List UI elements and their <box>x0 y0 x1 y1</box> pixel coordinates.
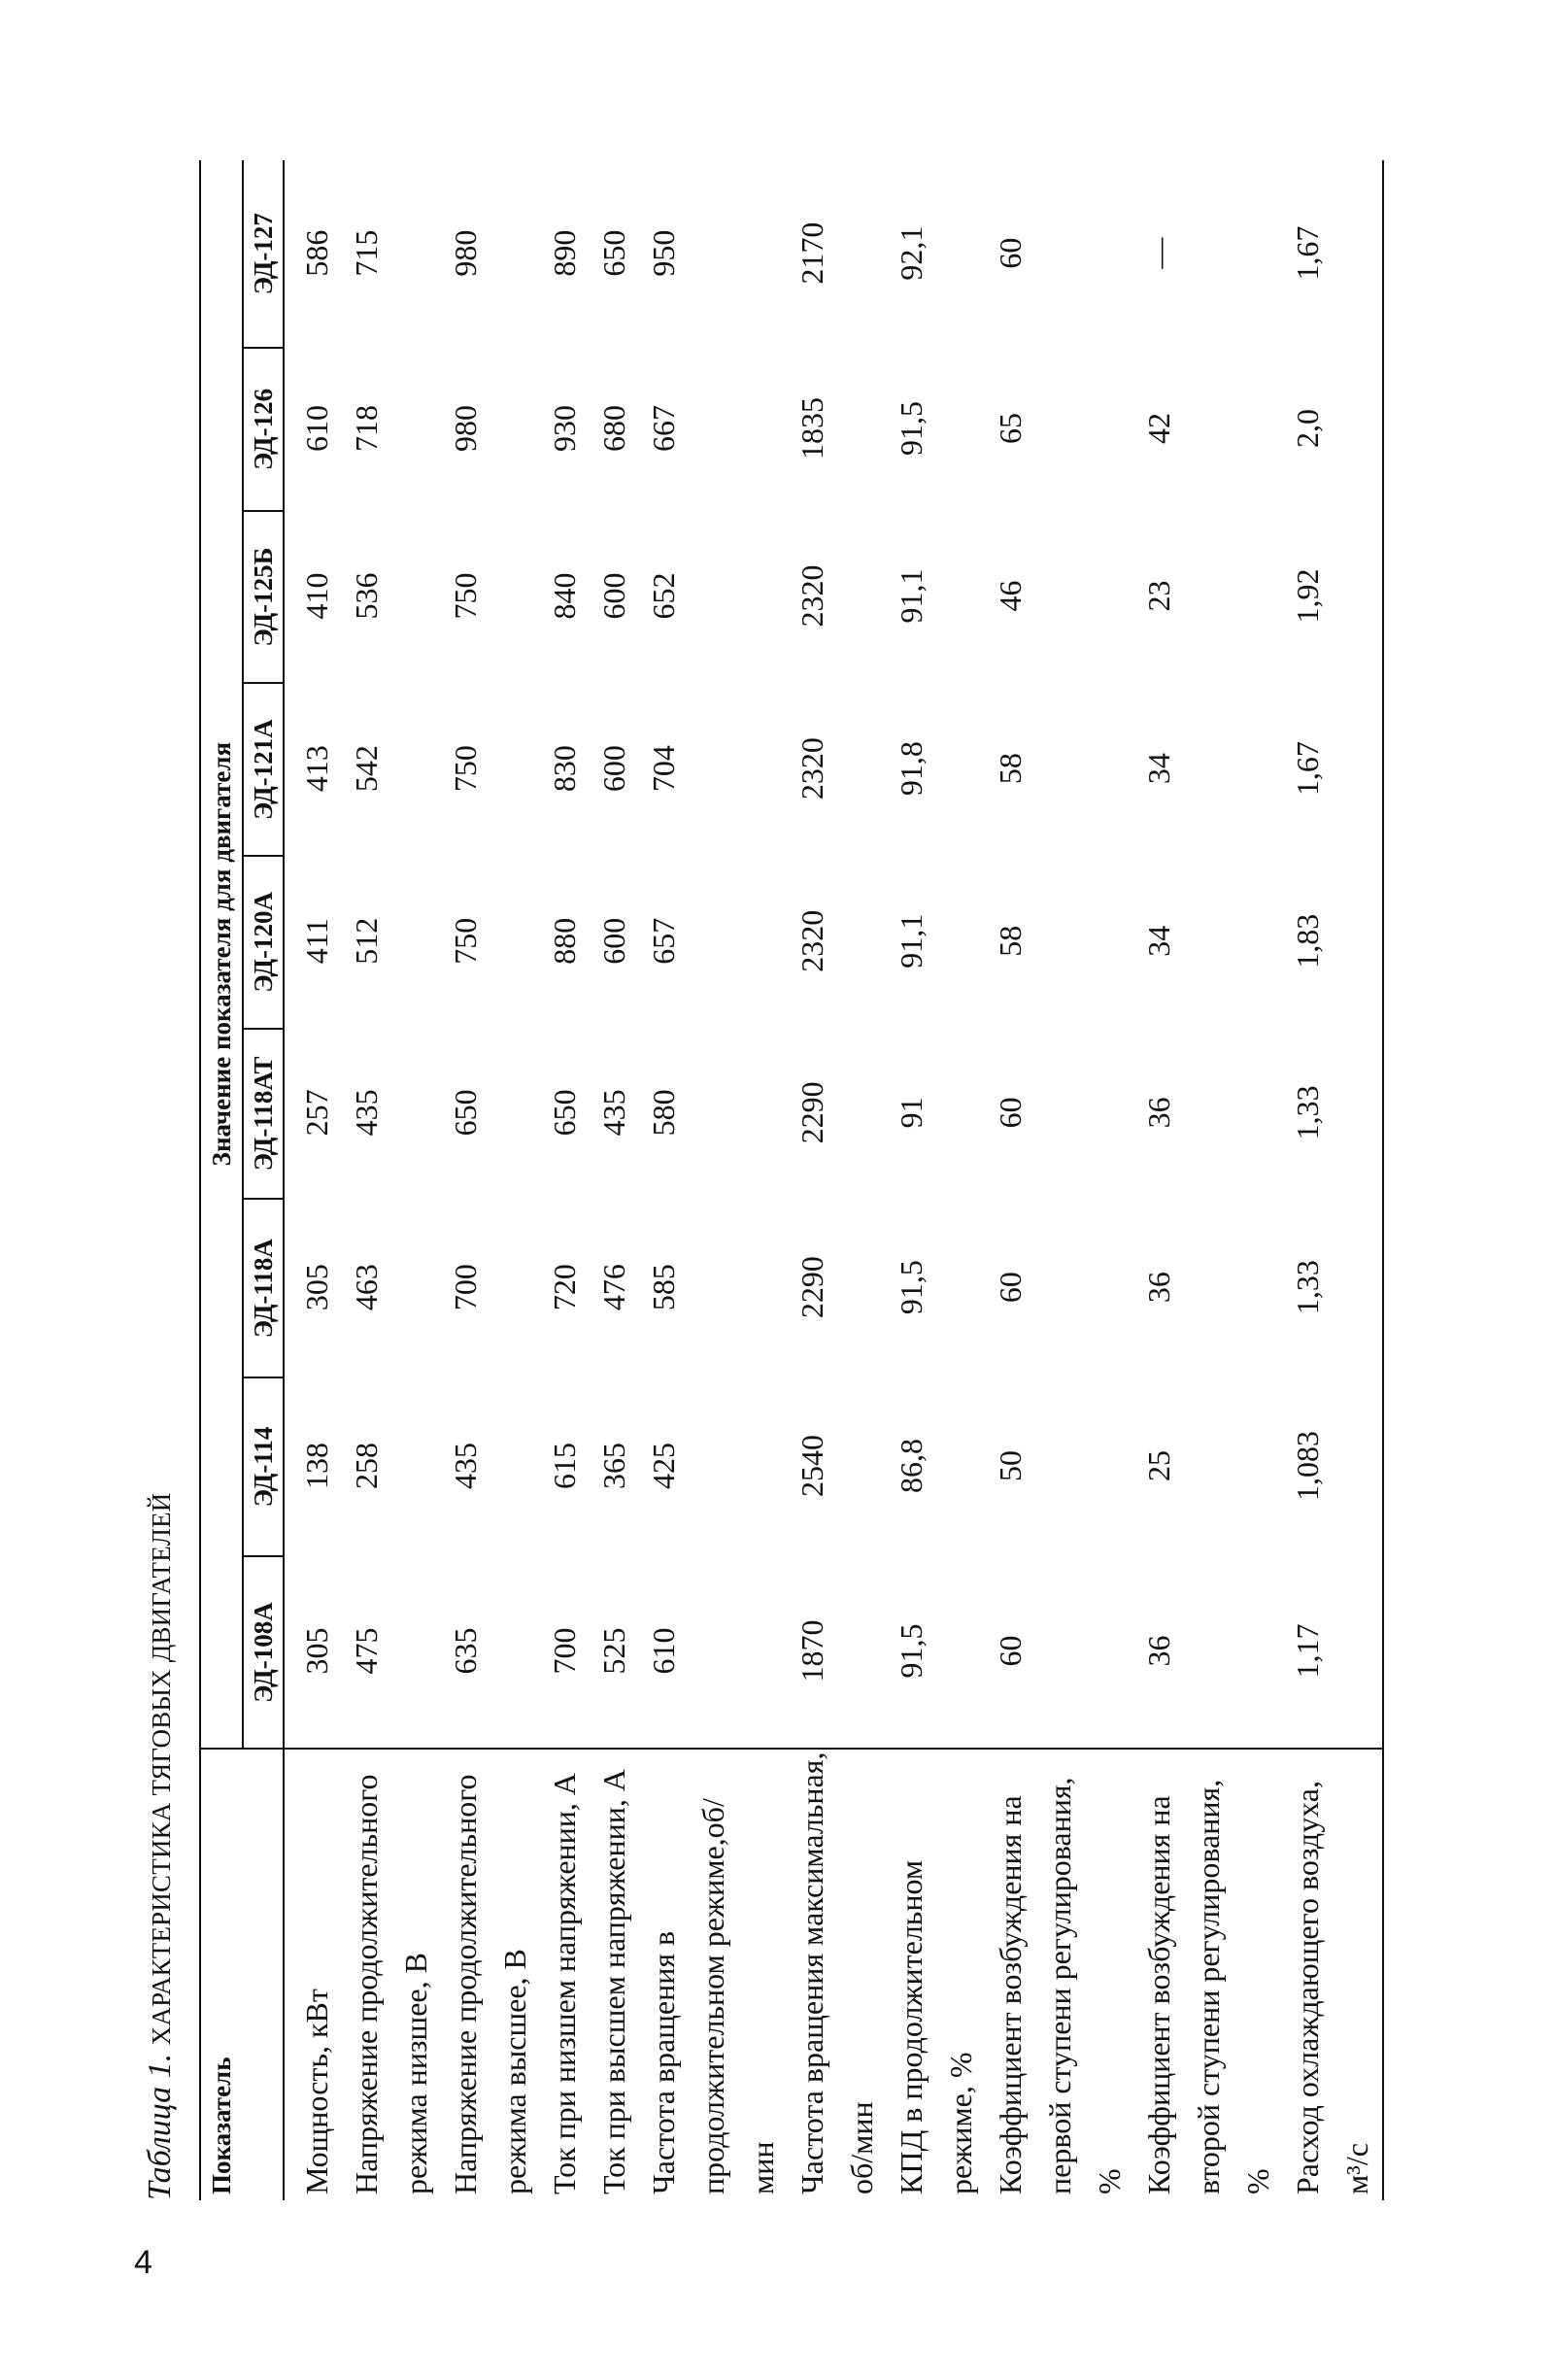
table-cell: 1870 <box>794 1619 829 1683</box>
table-cell: 536 <box>349 572 384 620</box>
table-cell: 50 <box>993 1449 1028 1481</box>
header-indicator: Показатель <box>200 1749 284 2200</box>
table-cell: 1,67 <box>1283 683 1383 856</box>
table-cell: 635 <box>448 1627 483 1675</box>
table-cell: 305 <box>299 1627 334 1675</box>
table-cell: 36 <box>1141 1635 1176 1667</box>
table-cell: 36 <box>1141 1272 1176 1304</box>
table-cell: 60 <box>993 237 1028 269</box>
header-motor: ЭД-118АТ <box>243 1029 284 1200</box>
table-cell: 91,8 <box>894 741 929 797</box>
table-cell: 34 <box>1141 925 1176 957</box>
table-cell: 1,67 <box>1283 160 1383 348</box>
table-caption <box>131 1493 189 2200</box>
table-cell: 585 <box>646 1264 681 1311</box>
table-cell: 750 <box>448 745 483 793</box>
table-cell: 1835 <box>794 396 829 459</box>
table-cell: 715 <box>349 229 384 277</box>
table-cell: 542 <box>349 745 384 793</box>
table-cell: 880 <box>547 917 582 965</box>
table-cell: 704 <box>646 745 681 793</box>
table-row <box>284 160 342 2200</box>
table-cell: 91,1 <box>894 913 929 969</box>
table-cell: 2320 <box>794 564 829 628</box>
table-cell: 463 <box>349 1264 384 1311</box>
table-cell: 700 <box>448 1264 483 1311</box>
table-cell: 525 <box>596 1627 631 1675</box>
row-label: Коэффициент возбуждения на второй ступени регулирования, % <box>1134 1749 1283 2200</box>
table-row <box>887 160 986 2200</box>
table-cell: 750 <box>448 917 483 965</box>
header-motor: ЭД-126 <box>243 348 284 510</box>
row-label: Расход охлаждающего воздуха, м³/с <box>1283 1749 1383 2200</box>
row-label: Ток при высшем напряжении, А <box>590 1749 639 2200</box>
table-cell: 42 <box>1141 412 1176 444</box>
table-cell: 46 <box>993 580 1028 612</box>
header-motor: ЭД-121А <box>243 683 284 856</box>
table-cell: 2290 <box>794 1081 829 1144</box>
table-cell: 34 <box>1141 753 1176 785</box>
table-cell: 365 <box>596 1442 631 1489</box>
table-row <box>1283 160 1383 2200</box>
table-cell: 86,8 <box>894 1438 929 1493</box>
table-cell: 2320 <box>794 909 829 972</box>
table-cell: 58 <box>993 753 1028 785</box>
table-cell: 435 <box>596 1089 631 1137</box>
table-cell: 413 <box>299 745 334 793</box>
table-cell: 138 <box>299 1442 334 1489</box>
table-cell: 980 <box>448 404 483 452</box>
page-number: 4 <box>134 2244 152 2281</box>
table-cell: 950 <box>646 229 681 277</box>
table-cell: 91,5 <box>894 1623 929 1679</box>
row-label: Мощность, кВт <box>284 1749 342 2200</box>
row-label: Напряжение продолжительного режима высшее, В <box>441 1749 540 2200</box>
table-cell: 435 <box>448 1442 483 1489</box>
table-cell: 615 <box>547 1442 582 1489</box>
table-cell: 652 <box>646 572 681 620</box>
table-cell: 435 <box>349 1089 384 1137</box>
table-cell: 600 <box>596 745 631 793</box>
table-cell: 425 <box>646 1442 681 1489</box>
table-cell: 410 <box>299 572 334 620</box>
table-cell: 2540 <box>794 1434 829 1497</box>
table-cell: 1,33 <box>1283 1199 1383 1377</box>
table-row <box>342 160 441 2200</box>
table-cell: 980 <box>448 229 483 277</box>
table-cell: 475 <box>349 1627 384 1675</box>
table-cell: 58 <box>993 925 1028 957</box>
table-cell: 476 <box>596 1264 631 1311</box>
table-cell: 657 <box>646 917 681 965</box>
table-cell: 600 <box>596 572 631 620</box>
table-cell: 890 <box>547 229 582 277</box>
table-cell: 930 <box>547 404 582 452</box>
row-label: Напряжение продолжительного режима низшее, В <box>342 1749 441 2200</box>
header-motor: ЭД-118А <box>243 1199 284 1377</box>
table-cell: 840 <box>547 572 582 620</box>
table-cell: 60 <box>993 1635 1028 1667</box>
table-header-row-group <box>200 160 243 2200</box>
table-cell: 91 <box>894 1097 929 1129</box>
header-motor: ЭД-120А <box>243 856 284 1029</box>
table-row <box>1134 160 1283 2200</box>
table-cell: 680 <box>596 404 631 452</box>
table-cell: 610 <box>299 404 334 452</box>
table-cell: 586 <box>299 229 334 277</box>
row-label: Частота вращения максимальная, об/мин <box>788 1749 887 2200</box>
table-cell: 667 <box>646 404 681 452</box>
table-cell: 60 <box>993 1097 1028 1129</box>
header-motor: ЭД-127 <box>243 160 284 348</box>
table-cell: 2290 <box>794 1256 829 1319</box>
table-cell: 23 <box>1141 580 1176 612</box>
table-cell: 65 <box>993 412 1028 444</box>
table-cell: 718 <box>349 404 384 452</box>
table-cell: 650 <box>547 1089 582 1137</box>
table-row <box>540 160 590 2200</box>
table-row <box>788 160 887 2200</box>
table-cell: 720 <box>547 1264 582 1311</box>
row-label: КПД в продолжительном режиме, % <box>887 1749 986 2200</box>
table-caption-label: Таблица 1. <box>142 2053 178 2200</box>
table-cell: 91,1 <box>894 568 929 624</box>
row-label: Частота вращения в продолжительном режиме,об/мин <box>639 1749 788 2200</box>
table-cell: 60 <box>993 1272 1028 1304</box>
table-cell: — <box>1141 237 1176 269</box>
table-cell: 91,5 <box>894 400 929 456</box>
table-cell: 512 <box>349 917 384 965</box>
motor-characteristics-table <box>199 160 1384 2200</box>
table-cell: 580 <box>646 1089 681 1137</box>
table-cell: 700 <box>547 1627 582 1675</box>
row-label: Коэффициент возбуждения на первой ступени регулирования, % <box>986 1749 1134 2200</box>
table-cell: 411 <box>299 918 334 965</box>
table-row <box>986 160 1134 2200</box>
table-cell: 830 <box>547 745 582 793</box>
table-cell: 2170 <box>794 221 829 285</box>
table-cell: 1,17 <box>1283 1556 1383 1749</box>
table-cell: 257 <box>299 1089 334 1137</box>
table-cell: 2320 <box>794 737 829 800</box>
table-cell: 1,92 <box>1283 511 1383 684</box>
table-cell: 25 <box>1141 1449 1176 1481</box>
header-value-group: Значение показателя для двигателя <box>200 160 243 1749</box>
rotated-table-page <box>131 141 1394 2200</box>
header-motor: ЭД-114 <box>243 1377 284 1556</box>
table-cell: 92,1 <box>894 225 929 281</box>
header-motor: ЭД-108А <box>243 1556 284 1749</box>
table-cell: 2,0 <box>1283 348 1383 510</box>
table-cell: 91,5 <box>894 1260 929 1315</box>
table-cell: 1,83 <box>1283 856 1383 1029</box>
table-row <box>590 160 639 2200</box>
row-label: Ток при низшем напряжении, А <box>540 1749 590 2200</box>
table-cell: 600 <box>596 917 631 965</box>
table-row <box>639 160 788 2200</box>
table-cell: 1,083 <box>1283 1377 1383 1556</box>
table-row <box>441 160 540 2200</box>
table-cell: 305 <box>299 1264 334 1311</box>
table-cell: 36 <box>1141 1097 1176 1129</box>
table-cell: 650 <box>448 1089 483 1137</box>
table-cell: 1,33 <box>1283 1029 1383 1200</box>
table-cell: 258 <box>349 1442 384 1489</box>
table-cell: 750 <box>448 572 483 620</box>
table-cell: 650 <box>596 229 631 277</box>
table-cell: 610 <box>646 1627 681 1675</box>
header-motor: ЭД-125Б <box>243 511 284 684</box>
table-caption-title: ХАРАКТЕРИСТИКА ТЯГОВЫХ ДВИГАТЕЛЕЙ <box>147 1492 176 2046</box>
